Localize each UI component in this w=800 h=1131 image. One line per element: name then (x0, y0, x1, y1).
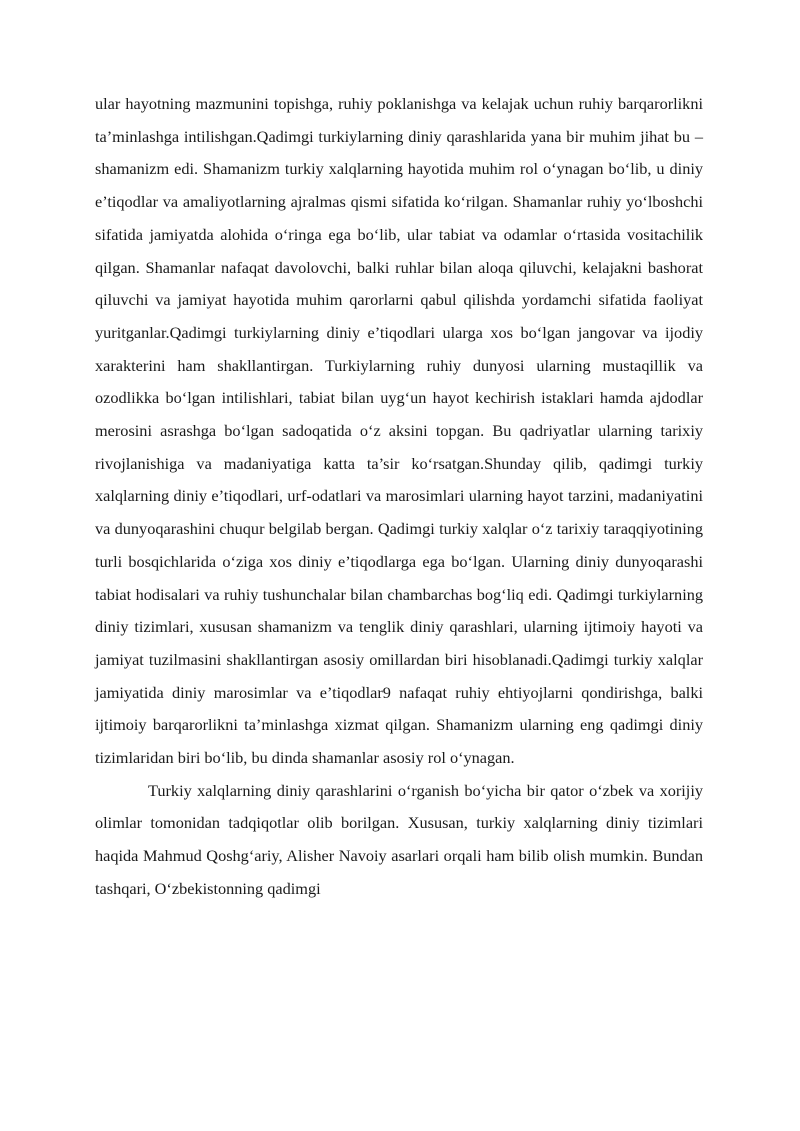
body-text (95, 88, 703, 906)
paragraph-research: Turkiy xalqlarning diniy qarashlarini o‘rganish bo‘yicha bir qator o‘zbek va xorijiy olimlar tomonidan tadqiqotlar olib borilgan. Xususan, turkiy xalqlarning diniy tizimlari haqida Mahmud Qoshg‘ariy, Alisher Navoiy asarlari orqali ham bilib olish mumkin. Bundan tashqari, O‘zbekistonning qadimgi (95, 780, 703, 898)
paragraph-continued: ular hayotning mazmunini topishga, ruhiy poklanishga va kelajak uchun ruhiy barqarorlikni ta’minlashga intilishgan.Qadimgi turkiylarning diniy qarashlarida yana bir muhim jihat bu – shamanizm edi. Shamanizm turkiy xalqlarning hayotida muhim rol o‘ynagan bo‘lib, u diniy e’tiqodlar va amaliyotlarning ajralmas qismi sifatida ko‘rilgan. Shamanlar ruhiy yo‘lboshchi sifatida jamiyatda alohida o‘ringa ega bo‘lib, ular tabiat va odamlar o‘rtasida vositachilik qilgan. Shamanlar nafaqat davolovchi, balki ruhlar bilan aloqa qiluvchi, kelajakni bashorat qiluvchi va jamiyat hayotida muhim qarorlarni qabul qilishda yordamchi sifatida faoliyat yuritganlar.Qadimgi turkiylarning diniy e’tiqodlari ularga xos bo‘lgan jangovar va ijodiy xarakterini ham shakllantirgan. Turkiylarning ruhiy dunyosi ularning mustaqillik va ozodlikka bo‘lgan intilishlari, tabiat bilan uyg‘un hayot kechirish istaklari hamda ajdodlar merosini asrashga bo‘lgan sadoqatida o‘z aksini topgan. Bu qadriyatlar ularning tarixiy rivojlanishiga va madaniyatiga katta ta’sir ko‘rsatgan.Shunday qilib, qadimgi turkiy xalqlarning diniy e’tiqodlari, urf-odatlari va marosimlari ularning hayot tarzini, madaniyatini va dunyoqarashini chuqur belgilab bergan. Qadimgi turkiy xalqlar o‘z tarixiy taraqqiyotining turli bosqichlarida o‘ziga xos diniy e’tiqodlarga ega bo‘lgan. Ularning diniy dunyoqarashi tabiat hodisalari va ruhiy tushunchalar bilan chambarchas bog‘liq edi. Qadimgi turkiylarning diniy tizimlari, xususan shamanizm va tenglik diniy qarashlari, ularning ijtimoiy hayoti va jamiyat tuzilmasini shakllantirgan asosiy omillardan biri hisoblanadi.Qadimgi turkiy xalqlar jamiyatida diniy marosimlar va e’tiqodlar9 nafaqat ruhiy ehtiyojlarni qondirishga, balki ijtimoiy barqarorlikni ta’minlashga xizmat qilgan. Shamanizm ularning eng qadimgi diniy tizimlaridan biri bo‘lib, bu dinda shamanlar asosiy rol o‘ynagan. (95, 94, 703, 768)
